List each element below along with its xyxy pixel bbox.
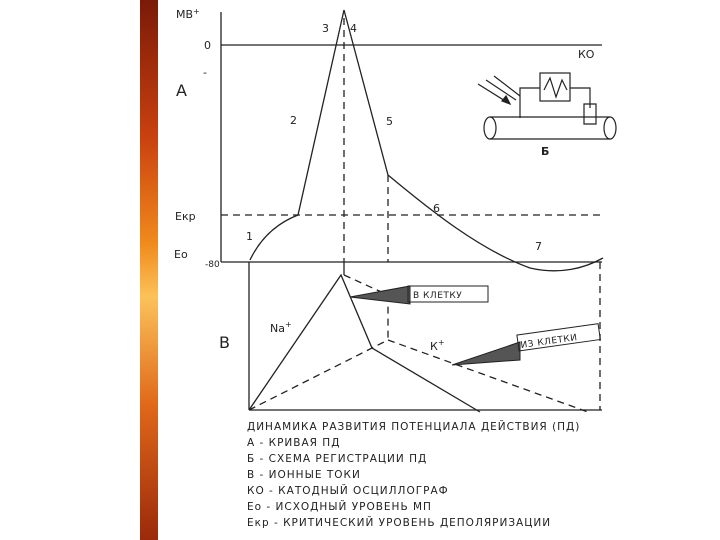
panel-b-label: Б (541, 145, 550, 158)
fiber-left-end (484, 117, 496, 139)
phase-4-label: 4 (350, 22, 357, 35)
legend-item: Ео - ИСХОДНЫЙ УРОВЕНЬ МП (247, 501, 432, 513)
legend-item: Б - СХЕМА РЕГИСТРАЦИИ ПД (247, 453, 428, 465)
nerve-fiber (490, 117, 610, 139)
k-label: К+ (430, 338, 445, 353)
arrow-out-label: ИЗ КЛЕТКИ (520, 333, 579, 351)
y-unit-label: МВ+ (176, 7, 200, 21)
action-potential-curve (250, 10, 603, 271)
panel-a-label: А (176, 81, 187, 100)
k-current-curve-left (249, 340, 388, 410)
ekr-label: Екр (175, 210, 196, 223)
phase-5-label: 5 (386, 115, 393, 128)
phase-2-label: 2 (290, 114, 297, 127)
panel-v-label: В (219, 333, 230, 352)
k-current-upper-dash (344, 275, 388, 340)
fiber-right-end (604, 117, 616, 139)
y-minus-label: - (203, 66, 207, 79)
ko-label: КО (578, 48, 595, 61)
legend-item: Екр - КРИТИЧЕСКИЙ УРОВЕНЬ ДЕПОЛЯРИЗАЦИИ (247, 517, 552, 529)
registration-schema (478, 73, 616, 139)
legend-item: А - КРИВАЯ ПД (247, 437, 341, 449)
phase-7-label: 7 (535, 240, 542, 253)
legend (247, 419, 627, 531)
y-zero-label: 0 (204, 39, 211, 52)
oscilloscope-wave (544, 78, 567, 97)
legend-title: ДИНАМИКА РАЗВИТИЯ ПОТЕНЦИАЛА ДЕЙСТВИЯ (ПД) (247, 421, 581, 433)
na-label: Na+ (270, 320, 292, 335)
stimulus-arrows (478, 76, 520, 104)
legend-item: КО - КАТОДНЫЙ ОСЦИЛЛОГРАФ (247, 485, 449, 497)
legend-item: В - ИОННЫЕ ТОКИ (247, 469, 361, 481)
eo-label: Ео (174, 248, 188, 261)
phase-3-label: 3 (322, 22, 329, 35)
phase-1-label: 1 (246, 230, 253, 243)
stimulus-arrowhead (502, 96, 510, 104)
y-min-label: -80 (205, 260, 220, 270)
phase-6-label: 6 (433, 202, 440, 215)
arrow-in-label: В КЛЕТКУ (413, 291, 463, 301)
